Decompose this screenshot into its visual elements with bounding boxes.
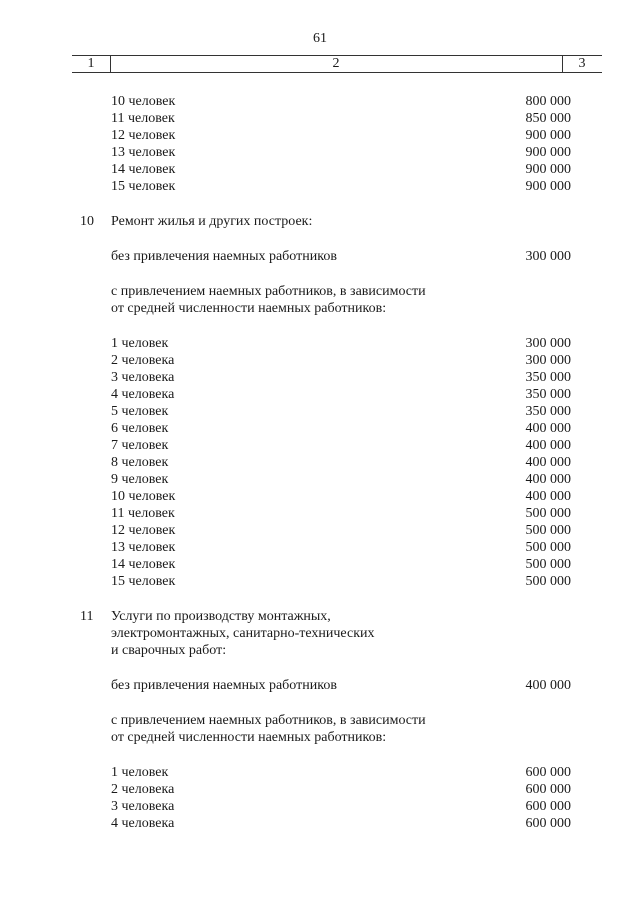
row-value: 900 000: [525, 162, 571, 177]
table-row: [0, 815, 640, 832]
section-11: [0, 608, 640, 832]
row-value: 900 000: [525, 179, 571, 194]
table-row: [0, 144, 640, 161]
row-value: 600 000: [525, 765, 571, 780]
table-row: [0, 573, 640, 590]
table-row: [0, 677, 640, 694]
header-col-2: 2: [332, 56, 340, 71]
row-value: 400 000: [525, 472, 571, 487]
table-row: [0, 110, 640, 127]
table-row: [0, 522, 640, 539]
row-label: 15 человек: [111, 574, 176, 589]
condition-text: с привлечением наемных работников, в зависимости: [111, 713, 426, 728]
row-value: 600 000: [525, 799, 571, 814]
row-label: без привлечения наемных работников: [111, 678, 337, 693]
table-row: [0, 93, 640, 110]
text-line: [0, 642, 640, 659]
table-row: [0, 369, 640, 386]
row-value: 300 000: [525, 336, 571, 351]
row-label: 7 человек: [111, 438, 169, 453]
section-title: Ремонт жилья и других построек:: [111, 214, 313, 229]
spacer: [0, 590, 640, 608]
section-number: 11: [80, 609, 94, 624]
table-row: [0, 539, 640, 556]
row-value: 400 000: [525, 421, 571, 436]
row-label: 14 человек: [111, 557, 176, 572]
text-line: [0, 300, 640, 317]
row-value: 350 000: [525, 404, 571, 419]
header-col-1: 1: [87, 56, 95, 71]
continued-list: [0, 93, 640, 195]
table-row: [0, 471, 640, 488]
row-label: 9 человек: [111, 472, 169, 487]
spacer: [0, 195, 640, 213]
condition-text: от средней численности наемных работников:: [111, 301, 387, 316]
table-row: [0, 420, 640, 437]
row-label: 2 человека: [111, 782, 175, 797]
row-value: 600 000: [525, 782, 571, 797]
table-row: [0, 798, 640, 815]
table-row: [0, 556, 640, 573]
condition-text: с привлечением наемных работников, в зависимости: [111, 284, 426, 299]
table-row: [0, 403, 640, 420]
row-label: 12 человек: [111, 128, 176, 143]
table-row: [0, 437, 640, 454]
condition-text: от средней численности наемных работников:: [111, 730, 387, 745]
text-line: [0, 283, 640, 300]
row-label: без привлечения наемных работников: [111, 249, 337, 264]
row-value: 300 000: [525, 353, 571, 368]
spacer: [0, 230, 640, 248]
row-value: 350 000: [525, 387, 571, 402]
row-label: 4 человека: [111, 816, 175, 831]
table-row: [0, 505, 640, 522]
row-value: 900 000: [525, 145, 571, 160]
section-title: и сварочных работ:: [111, 643, 227, 658]
row-value: 400 000: [525, 489, 571, 504]
section-10: [0, 213, 640, 590]
page-number: 61: [313, 31, 327, 46]
row-value: 500 000: [525, 557, 571, 572]
document-body: [0, 93, 640, 832]
table-row: [0, 352, 640, 369]
table-row: [0, 248, 640, 265]
table-row: [0, 127, 640, 144]
table-row: [0, 454, 640, 471]
row-value: 500 000: [525, 540, 571, 555]
row-label: 4 человека: [111, 387, 175, 402]
table-row: [0, 386, 640, 403]
section-title: электромонтажных, санитарно-технических: [111, 626, 375, 641]
section-title: Услуги по производству монтажных,: [111, 609, 331, 624]
row-value: 800 000: [525, 94, 571, 109]
row-value: 400 000: [525, 455, 571, 470]
table-header: [72, 55, 602, 73]
row-label: 3 человека: [111, 370, 175, 385]
row-value: 400 000: [525, 678, 571, 693]
row-value: 400 000: [525, 438, 571, 453]
table-row: [0, 335, 640, 352]
section-heading: [0, 608, 640, 625]
table-row: [0, 488, 640, 505]
row-value: 350 000: [525, 370, 571, 385]
section-number: 10: [80, 214, 94, 229]
table-row: [0, 178, 640, 195]
row-value: 500 000: [525, 574, 571, 589]
row-label: 1 человек: [111, 336, 169, 351]
spacer: [0, 265, 640, 283]
row-label: 13 человек: [111, 145, 176, 160]
row-value: 850 000: [525, 111, 571, 126]
row-label: 14 человек: [111, 162, 176, 177]
header-bottom-rule: [72, 72, 602, 73]
row-label: 8 человек: [111, 455, 169, 470]
row-label: 13 человек: [111, 540, 176, 555]
row-label: 10 человек: [111, 94, 176, 109]
row-value: 300 000: [525, 249, 571, 264]
row-value: 500 000: [525, 506, 571, 521]
row-label: 10 человек: [111, 489, 176, 504]
row-label: 3 человека: [111, 799, 175, 814]
table-row: [0, 781, 640, 798]
spacer: [0, 694, 640, 712]
table-row: [0, 161, 640, 178]
text-line: [0, 625, 640, 642]
text-line: [0, 712, 640, 729]
spacer: [0, 746, 640, 764]
row-label: 1 человек: [111, 765, 169, 780]
row-label: 6 человек: [111, 421, 169, 436]
row-label: 12 человек: [111, 523, 176, 538]
row-value: 900 000: [525, 128, 571, 143]
row-label: 5 человек: [111, 404, 169, 419]
header-col-3: 3: [578, 56, 586, 71]
spacer: [0, 317, 640, 335]
row-value: 500 000: [525, 523, 571, 538]
row-value: 600 000: [525, 816, 571, 831]
row-label: 2 человека: [111, 353, 175, 368]
row-label: 11 человек: [111, 506, 175, 521]
row-label: 11 человек: [111, 111, 175, 126]
spacer: [0, 659, 640, 677]
section-heading: [0, 213, 640, 230]
text-line: [0, 729, 640, 746]
row-label: 15 человек: [111, 179, 176, 194]
table-row: [0, 764, 640, 781]
